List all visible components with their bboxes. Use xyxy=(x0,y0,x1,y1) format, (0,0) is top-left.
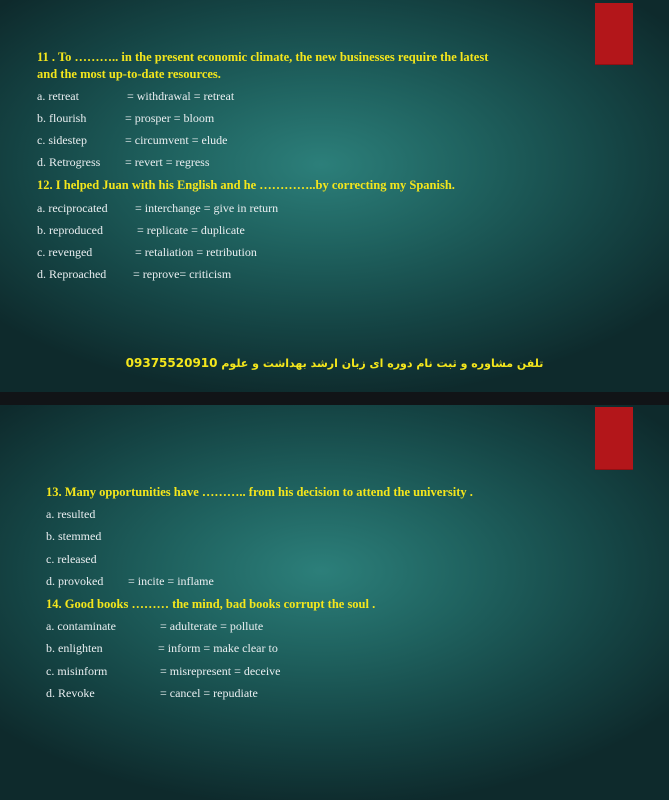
option-label: c. misinform xyxy=(46,664,108,678)
question-11-line-1: 11 . To ……….. in the present economic climate, the new businesses require the latest xyxy=(37,50,489,64)
question-13 xyxy=(46,484,473,501)
slide-1 xyxy=(0,0,669,392)
option-label: b. flourish xyxy=(37,111,87,125)
option-label: b. reproduced xyxy=(37,223,103,237)
option-synonyms: = reprove= criticism xyxy=(133,267,232,281)
option-label: d. provoked xyxy=(46,574,104,588)
question-14 xyxy=(46,596,375,613)
contact-line xyxy=(0,356,669,371)
option-synonyms: = misrepresent = deceive xyxy=(160,664,281,678)
red-accent-tab xyxy=(595,3,633,65)
contact-text: تلفن مشاوره و ثبت نام دوره ای زبان ارشد بهداشت و علوم xyxy=(221,357,544,370)
option-synonyms: = cancel = repudiate xyxy=(160,686,258,700)
option-label: c. revenged xyxy=(37,245,93,259)
option-synonyms: = prosper = bloom xyxy=(125,111,215,125)
contact-phone: 09375520910 xyxy=(125,356,218,370)
option-synonyms: = revert = regress xyxy=(125,155,210,169)
option-label: a. retreat xyxy=(37,89,79,103)
option-label: a. contaminate xyxy=(46,619,116,633)
question-14-line-1: 14. Good books ……… the mind, bad books corrupt the soul . xyxy=(46,597,376,611)
option-synonyms: = adulterate = pollute xyxy=(160,619,264,633)
option-synonyms: = withdrawal = retreat xyxy=(127,89,235,103)
option-label: d. Reproached xyxy=(37,267,107,281)
question-12-line-1: 12. I helped Juan with his English and he …………..by correcting my Spanish. xyxy=(37,178,455,192)
slide-divider xyxy=(0,392,669,405)
option-label: d. Revoke xyxy=(46,686,95,700)
option-synonyms: = circumvent = elude xyxy=(125,133,228,147)
option-synonyms: = retaliation = retribution xyxy=(135,245,257,259)
option-label: d. Retrogress xyxy=(37,155,101,169)
question-11 xyxy=(37,49,488,83)
option-synonyms: = interchange = give in return xyxy=(135,201,279,215)
option-label: a. reciprocated xyxy=(37,201,108,215)
option-label: a. resulted xyxy=(46,507,96,521)
red-accent-tab xyxy=(595,407,633,470)
question-11-line-2: and the most up-to-date resources. xyxy=(37,67,221,81)
option-synonyms: = incite = inflame xyxy=(128,574,214,588)
option-label: b. enlighten xyxy=(46,641,103,655)
option-label: b. stemmed xyxy=(46,529,102,543)
question-13-line-1: 13. Many opportunities have ……….. from his decision to attend the university . xyxy=(46,485,473,499)
slide-2 xyxy=(0,405,669,800)
option-label: c. released xyxy=(46,552,97,566)
option-label: c. sidestep xyxy=(37,133,87,147)
option-synonyms: = replicate = duplicate xyxy=(137,223,245,237)
question-12 xyxy=(37,177,455,194)
option-synonyms: = inform = make clear to xyxy=(158,641,278,655)
